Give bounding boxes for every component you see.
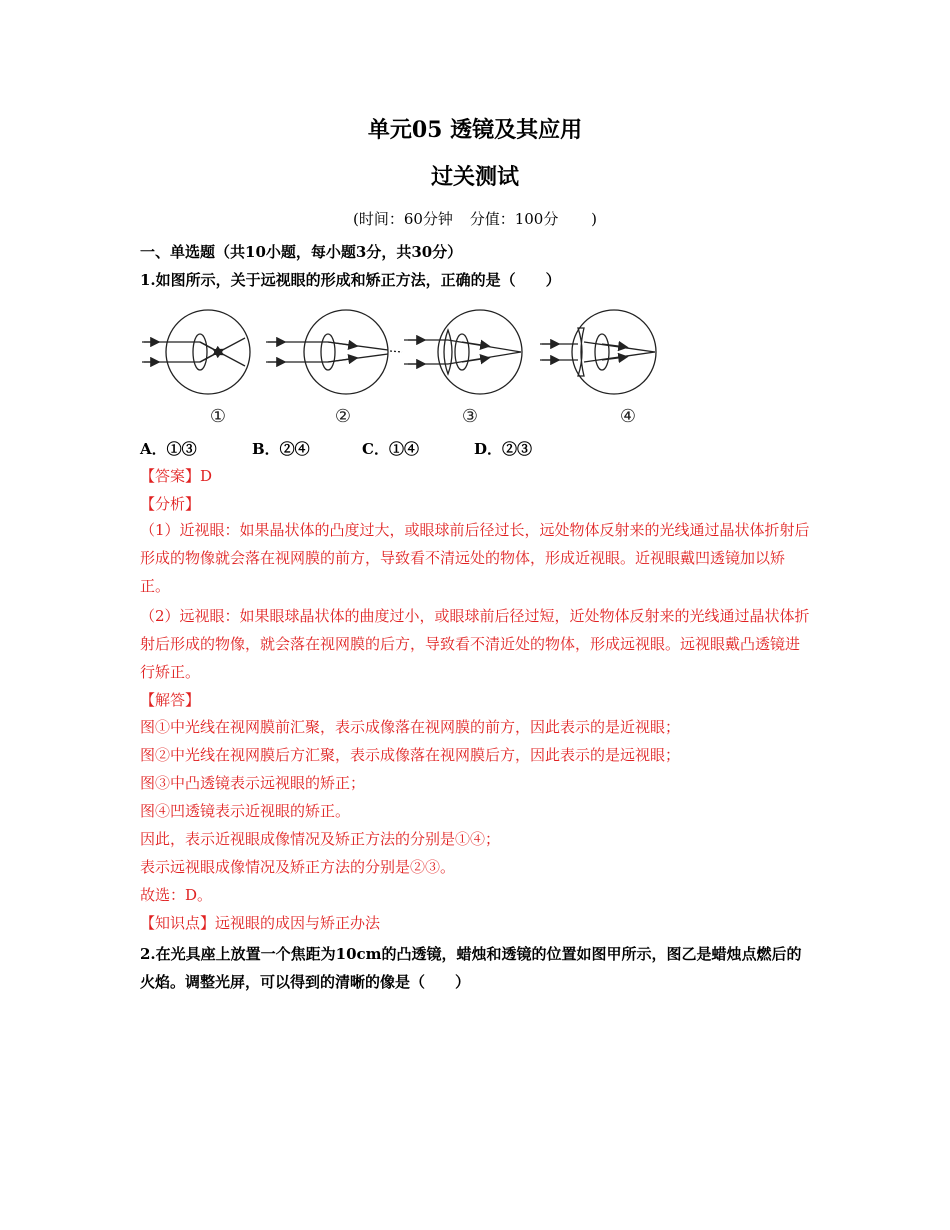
figure-label-4: ④ (619, 406, 637, 427)
knowledge-tag: 【知识点】 (140, 914, 216, 932)
test-subtitle: 过关测试 (430, 165, 519, 190)
figure-label-3: ③ (461, 406, 479, 427)
solution-line-2: 图②中光线在视网膜后方汇聚，表示成像落在视网膜后方，因此表示的是远视眼； (140, 746, 681, 764)
option-b[interactable]: B．②④ (252, 440, 310, 458)
solution-line-7: 故选：D。 (140, 886, 213, 904)
knowledge-value: 远视眼的成因与矫正办法 (215, 914, 381, 932)
analysis-tag: 【分析】 (140, 495, 201, 513)
option-d[interactable]: D．②③ (474, 440, 533, 458)
q1-options (140, 438, 532, 459)
solution-line-3: 图③中凸透镜表示远视眼的矫正； (140, 774, 366, 792)
solution-line-5: 因此，表示近视眼成像情况及矫正方法的分别是①④； (140, 830, 501, 848)
q1-stem: 1.如图所示，关于远视眼的形成和矫正方法，正确的是（ ） (140, 271, 561, 289)
unit-title: 单元05 透镜及其应用 (367, 117, 583, 143)
option-c[interactable]: C．①④ (362, 440, 419, 458)
knowledge-line (140, 913, 820, 933)
figure-label-1: ① (209, 406, 227, 427)
q2-stem: 2.在光具座上放置一个焦距为10cm的凸透镜，蜡烛和透镜的位置如图甲所示，图乙是蜡烛点燃后的火焰。调整光屏，可以得到的清晰的像是（ ） (140, 945, 802, 991)
option-a[interactable]: A．①③ (140, 440, 197, 458)
solution-line-6: 表示远视眼成像情况及矫正方法的分别是②③。 (140, 858, 456, 876)
solution-line-4: 图④凹透镜表示近视眼的矫正。 (140, 802, 351, 820)
time-limit: (时间：60分钟 (352, 210, 453, 228)
eye-diagram-3 (404, 310, 522, 394)
section-heading: 一、单选题（共10小题，每小题3分，共30分） (140, 243, 463, 261)
analysis-paragraph-2: （2）远视眼：如果眼球晶状体的曲度过小，或眼球前后径过短，近处物体反射来的光线通过晶状体折射后形成的物像，就会落在视网膜的后方，导致看不清近处的物体，形成远视眼。远视眼戴凸透镜进行矫正。 (140, 607, 810, 681)
answer-line (140, 466, 820, 486)
figure-label-2: ② (334, 406, 352, 427)
total-score: 分值：100分 (469, 210, 559, 228)
eye-diagrams-figure (140, 296, 680, 431)
analysis-paragraph-1: （1）近视眼：如果晶状体的凸度过大，或眼球前后径过长，远处物体反射来的光线通过晶状体折射后形成的物像就会落在视网膜的前方，导致看不清远处的物体，形成近视眼。近视眼戴凹透镜加以矫正。 (140, 521, 810, 595)
exam-meta (0, 208, 950, 229)
eye-diagram-2 (266, 310, 402, 394)
solution-tag: 【解答】 (140, 691, 201, 709)
answer-value: D (200, 467, 213, 485)
eye-diagram-4 (540, 310, 656, 394)
eye-diagram-1 (142, 310, 250, 394)
answer-tag: 【答案】 (140, 467, 201, 485)
meta-close: ) (591, 210, 597, 228)
solution-line-1: 图①中光线在视网膜前汇聚，表示成像落在视网膜的前方，因此表示的是近视眼； (140, 718, 681, 736)
